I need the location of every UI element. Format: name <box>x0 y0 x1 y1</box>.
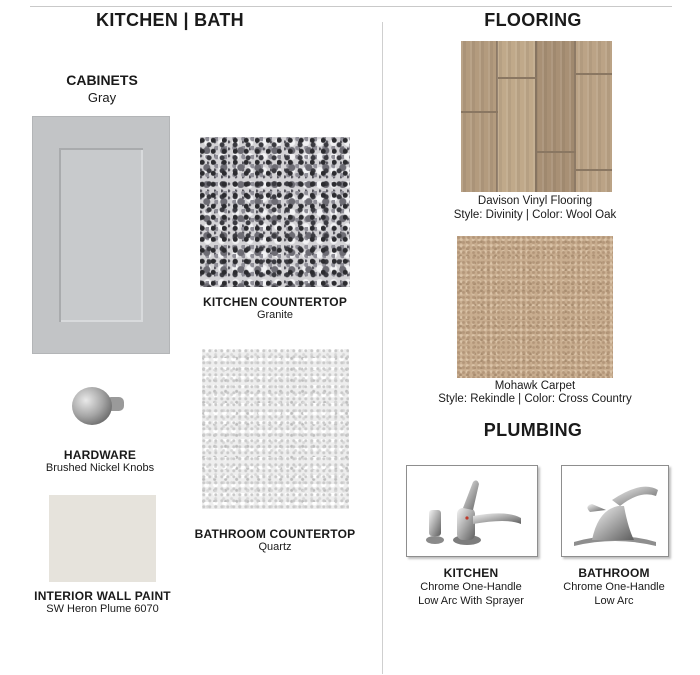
kitchen-faucet-line1: Chrome One-Handle <box>420 581 522 593</box>
hardware-title: HARDWARE <box>63 448 137 462</box>
cabinets-value: Gray <box>87 90 117 105</box>
kitchen-bath-heading: KITCHEN | BATH <box>96 10 244 30</box>
kitchen-countertop-title: KITCHEN COUNTERTOP <box>202 295 348 309</box>
vinyl-name: Davison Vinyl Flooring <box>477 195 593 207</box>
bathroom-faucet-line2: Low Arc <box>594 595 634 607</box>
bathroom-countertop-value: Quartz <box>258 541 292 553</box>
kitchen-faucet-title: KITCHEN <box>443 566 499 580</box>
top-divider <box>30 6 672 7</box>
carpet-name: Mohawk Carpet <box>494 380 576 392</box>
kitchen-faucet-line2: Low Arc With Sprayer <box>418 595 524 607</box>
hardware-value: Brushed Nickel Knobs <box>45 462 155 474</box>
vinyl-detail: Style: Divinity | Color: Wool Oak <box>453 209 617 221</box>
granite-swatch <box>200 137 350 287</box>
bathroom-faucet-icon <box>562 466 668 556</box>
cabinet-door-swatch <box>32 116 170 354</box>
paint-value: SW Heron Plume 6070 <box>46 603 159 615</box>
cabinets-title: CABINETS <box>66 72 138 88</box>
paint-title: INTERIOR WALL PAINT <box>34 589 171 603</box>
bathroom-faucet-title: BATHROOM <box>578 566 650 580</box>
carpet-swatch <box>457 236 613 378</box>
knob-icon <box>68 385 126 427</box>
bathroom-countertop-title: BATHROOM COUNTERTOP <box>194 527 356 541</box>
kitchen-countertop-value: Granite <box>256 309 294 321</box>
flooring-heading: FLOORING <box>484 10 582 30</box>
kitchen-faucet-icon <box>407 466 537 556</box>
bathroom-faucet-line1: Chrome One-Handle <box>563 581 665 593</box>
vinyl-flooring-swatch <box>461 41 612 192</box>
carpet-detail: Style: Rekindle | Color: Cross Country <box>438 393 632 405</box>
quartz-swatch <box>202 349 349 509</box>
bathroom-faucet-image <box>561 465 669 557</box>
plumbing-heading: PLUMBING <box>483 420 583 440</box>
column-divider <box>382 22 383 674</box>
kitchen-faucet-image <box>406 465 538 557</box>
cabinet-door-panel <box>59 148 143 322</box>
paint-swatch <box>49 495 156 582</box>
